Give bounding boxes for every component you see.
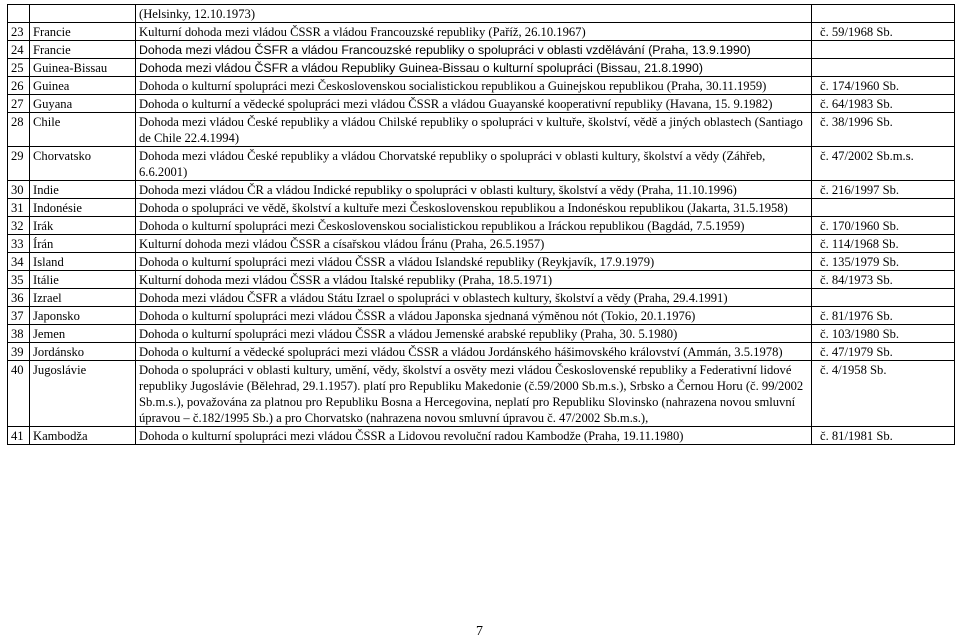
table-row (8, 5, 955, 23)
reference-cell: č. 174/1960 Sb. (812, 77, 955, 95)
table-row (8, 199, 955, 217)
table-row (8, 41, 955, 59)
agreement-cell: Dohoda o spolupráci ve vědě, školství a kultuře mezi Československou republikou a Indonéskou republikou (Jakarta, 31.5.1958) (136, 199, 812, 217)
country-cell: Indie (30, 181, 136, 199)
treaty-table (7, 4, 955, 445)
country-cell: Chorvatsko (30, 147, 136, 181)
row-number: 32 (8, 217, 30, 235)
table-row (8, 59, 955, 77)
row-number: 41 (8, 427, 30, 445)
reference-cell: č. 103/1980 Sb. (812, 325, 955, 343)
reference-cell: č. 4/1958 Sb. (812, 361, 955, 427)
reference-cell: č. 47/1979 Sb. (812, 343, 955, 361)
row-number: 26 (8, 77, 30, 95)
country-cell: Jemen (30, 325, 136, 343)
country-cell: Francie (30, 41, 136, 59)
country-cell: Guyana (30, 95, 136, 113)
reference-cell: č. 170/1960 Sb. (812, 217, 955, 235)
country-cell: Irák (30, 217, 136, 235)
table-row (8, 271, 955, 289)
reference-cell: č. 38/1996 Sb. (812, 113, 955, 147)
agreement-cell: Dohoda o spolupráci v oblasti kultury, umění, vědy, školství a osvěty mezi vládou Československé republiky a Federativní lidové republiky Jugoslávie (Bělehrad, 29.1.1957). platí pro Republiku Makedonie (č.59/2000 Sb.m.s.), Srbsko a Černou Horu (č. 99/2002 Sb.m.s.), považována za platnou pro Republiku Bosna a Hercegovina, neplatí pro Republiku Slovinsko (nahrazena novou smluvní úpravou – č.182/1995 Sb.) a pro Chorvatsko (nahrazena novou smluvní úpravou č. 47/2002 Sb.m.s.), (136, 361, 812, 427)
country-cell: Itálie (30, 271, 136, 289)
agreement-cell: Dohoda o kulturní spolupráci mezi vládou ČSSR a Lidovou revoluční radou Kambodže (Praha, 19.11.1980) (136, 427, 812, 445)
table-row (8, 289, 955, 307)
row-number: 28 (8, 113, 30, 147)
country-cell (30, 5, 136, 23)
row-number (8, 5, 30, 23)
row-number: 36 (8, 289, 30, 307)
agreement-cell: Dohoda mezi vládou ČR a vládou Indické republiky o spolupráci v oblasti kultury, školství a vědy (Praha, 11.10.1996) (136, 181, 812, 199)
country-cell: Jordánsko (30, 343, 136, 361)
row-number: 39 (8, 343, 30, 361)
country-cell: Francie (30, 23, 136, 41)
table-row (8, 307, 955, 325)
table-row (8, 253, 955, 271)
page-number: 7 (476, 624, 483, 639)
table-row (8, 217, 955, 235)
reference-cell: č. 84/1973 Sb. (812, 271, 955, 289)
agreement-cell: Dohoda mezi vládou ČSFR a vládou Republiky Guinea-Bissau o kulturní spolupráci (Bissau, 21.8.1990) (136, 59, 812, 77)
reference-cell: č. 135/1979 Sb. (812, 253, 955, 271)
country-cell: Kambodža (30, 427, 136, 445)
reference-cell: č. 47/2002 Sb.m.s. (812, 147, 955, 181)
country-cell: Izrael (30, 289, 136, 307)
row-number: 24 (8, 41, 30, 59)
row-number: 31 (8, 199, 30, 217)
agreement-cell: Dohoda mezi vládou ČSFR a vládou Státu Izrael o spolupráci v oblastech kultury, školství a vědy (Praha, 29.4.1991) (136, 289, 812, 307)
agreement-cell: Dohoda o kulturní spolupráci mezi Československou socialistickou republikou a Guinejskou republikou (Praha, 30.11.1959) (136, 77, 812, 95)
row-number: 34 (8, 253, 30, 271)
country-cell: Chile (30, 113, 136, 147)
table-row (8, 427, 955, 445)
agreement-cell: Dohoda mezi vládou České republiky a vládou Chorvatské republiky o spolupráci v oblasti kultury, školství a vědy (Záhřeb, 6.6.2001) (136, 147, 812, 181)
agreement-cell: Kulturní dohoda mezi vládou ČSSR a císařskou vládou Íránu (Praha, 26.5.1957) (136, 235, 812, 253)
country-cell: Jugoslávie (30, 361, 136, 427)
reference-cell: č. 64/1983 Sb. (812, 95, 955, 113)
table-row (8, 325, 955, 343)
row-number: 38 (8, 325, 30, 343)
row-number: 33 (8, 235, 30, 253)
reference-cell: č. 216/1997 Sb. (812, 181, 955, 199)
country-cell: Guinea (30, 77, 136, 95)
reference-cell (812, 289, 955, 307)
reference-cell (812, 59, 955, 77)
table-row (8, 361, 955, 427)
table-row (8, 77, 955, 95)
row-number: 30 (8, 181, 30, 199)
treaty-table-body (8, 5, 955, 445)
table-row (8, 343, 955, 361)
reference-cell: č. 81/1976 Sb. (812, 307, 955, 325)
agreement-cell: Dohoda mezi vládou ČSFR a vládou Francouzské republiky o spolupráci v oblasti vzdělávání (Praha, 13.9.1990) (136, 41, 812, 59)
table-row (8, 147, 955, 181)
row-number: 37 (8, 307, 30, 325)
row-number: 23 (8, 23, 30, 41)
country-cell: Japonsko (30, 307, 136, 325)
table-row (8, 113, 955, 147)
table-row (8, 181, 955, 199)
agreement-cell: Kulturní dohoda mezi vládou ČSSR a vládou Francouzské republiky (Paříž, 26.10.1967) (136, 23, 812, 41)
country-cell: Írán (30, 235, 136, 253)
country-cell: Indonésie (30, 199, 136, 217)
table-row (8, 23, 955, 41)
country-cell: Guinea-Bissau (30, 59, 136, 77)
reference-cell: č. 114/1968 Sb. (812, 235, 955, 253)
reference-cell (812, 5, 955, 23)
row-number: 35 (8, 271, 30, 289)
agreement-cell: Dohoda o kulturní spolupráci mezi Československou socialistickou republikou a Iráckou republikou (Bagdád, 7.5.1959) (136, 217, 812, 235)
row-number: 25 (8, 59, 30, 77)
table-row (8, 95, 955, 113)
agreement-cell: Dohoda o kulturní a vědecké spolupráci mezi vládou ČSSR a vládou Guayanské kooperativní republiky (Havana, 15. 9.1982) (136, 95, 812, 113)
row-number: 40 (8, 361, 30, 427)
reference-cell: č. 59/1968 Sb. (812, 23, 955, 41)
reference-cell: č. 81/1981 Sb. (812, 427, 955, 445)
agreement-cell: Dohoda o kulturní spolupráci mezi vládou ČSSR a vládou Japonska sjednaná výměnou nót (Tokio, 20.1.1976) (136, 307, 812, 325)
agreement-cell: Dohoda mezi vládou České republiky a vládou Chilské republiky o spolupráci v kultuře, školství, vědě a jiných oblastech (Santiago de Chile 22.4.1994) (136, 113, 812, 147)
agreement-cell: Dohoda o kulturní spolupráci mezi vládou ČSSR a vládou Islandské republiky (Reykjavík, 17.9.1979) (136, 253, 812, 271)
agreement-cell: Dohoda o kulturní spolupráci mezi vládou ČSSR a vládou Jemenské arabské republiky (Praha, 30. 5.1980) (136, 325, 812, 343)
row-number: 29 (8, 147, 30, 181)
row-number: 27 (8, 95, 30, 113)
agreement-cell: (Helsinky, 12.10.1973) (136, 5, 812, 23)
reference-cell (812, 199, 955, 217)
reference-cell (812, 41, 955, 59)
agreement-cell: Kulturní dohoda mezi vládou ČSSR a vládou Italské republiky (Praha, 18.5.1971) (136, 271, 812, 289)
country-cell: Island (30, 253, 136, 271)
agreement-cell: Dohoda o kulturní a vědecké spolupráci mezi vládou ČSSR a vládou Jordánského hášimovského království (Ammán, 3.5.1978) (136, 343, 812, 361)
table-row (8, 235, 955, 253)
